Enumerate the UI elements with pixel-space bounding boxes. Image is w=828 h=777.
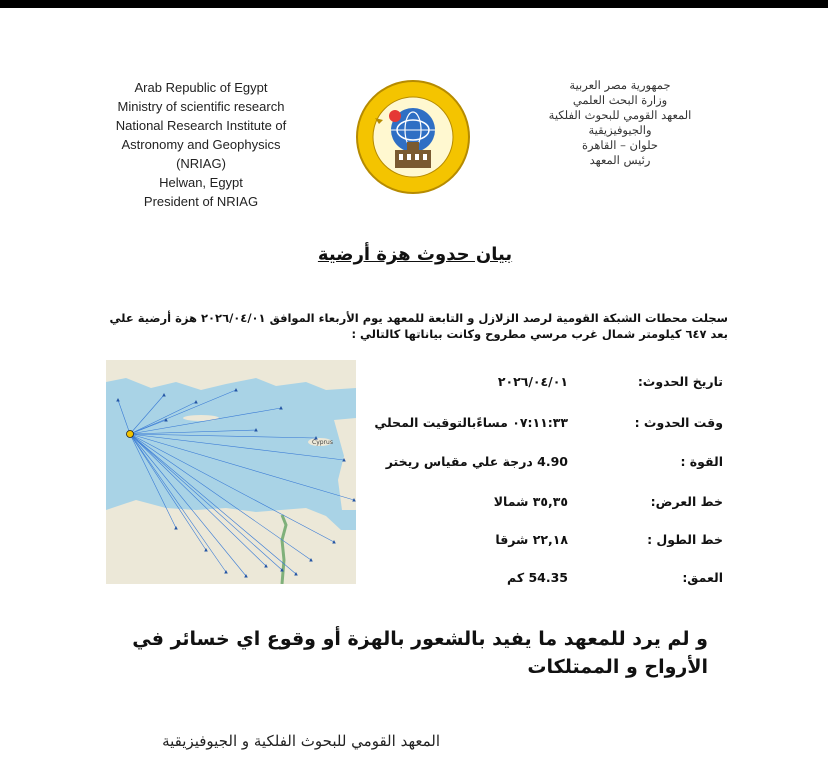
detail-value: ٢٠٢٦/٠٤/٠١: [497, 374, 568, 389]
detail-label: وقت الحدوث :: [634, 415, 723, 430]
english-letterhead: [96, 78, 306, 211]
intro-line-2: بعد ٦٤٧ كيلومتر شمال غرب مرسي مطروح وكانت بياناتها كالتالي :: [351, 327, 728, 341]
detail-label: خط العرض:: [650, 494, 723, 509]
intro-paragraph: [88, 310, 728, 342]
ministry-en: Ministry of scientific research: [117, 99, 285, 114]
country-ar: جمهورية مصر العربية: [569, 78, 671, 92]
institute-en-1: National Research Institute of: [115, 118, 287, 133]
location-en: Helwan, Egypt: [159, 175, 243, 190]
detail-label: تاريخ الحدوث:: [637, 374, 723, 389]
ministry-ar: وزارة البحث العلمي: [572, 93, 668, 107]
epicenter-map: [106, 360, 356, 584]
president-en: President of NRIAG: [143, 194, 259, 209]
nriag-logo: [355, 78, 471, 196]
country-en: Arab Republic of Egypt: [134, 80, 268, 95]
institute-signature: المعهد القومي للبحوث الفلكية و الجيوفيزيقية: [162, 732, 440, 750]
president-ar: رئيس المعهد: [589, 153, 651, 167]
detail-value: ٣٥,٣٥ شمالا: [493, 494, 568, 509]
location-ar: حلوان – القاهرة: [581, 138, 658, 152]
document-title: بيان حدوث هزة أرضية: [317, 244, 513, 265]
institute-ar-2: والجيوفيزيقية: [588, 123, 652, 137]
map-crete: [183, 415, 219, 421]
detail-value: ٢٢,١٨ شرقا: [495, 532, 568, 547]
institute-en-2: Astronomy and Geophysics: [121, 137, 281, 152]
detail-value: 54.35 كم: [507, 570, 568, 585]
detail-value: 4.90 درجة علي مقياس ريختر: [385, 454, 568, 469]
institute-ar-1: المعهد القومي للبحوث الفلكية: [548, 108, 692, 122]
map-label-cyprus: Cyprus: [312, 439, 333, 446]
detail-label: العمق:: [682, 570, 723, 585]
document-page: [0, 8, 828, 777]
damage-statement: و لم يرد للمعهد ما يفيد بالشعور بالهزة أو وقوع اي خسائر في الأرواح و الممتلكات: [132, 628, 708, 678]
epicenter-marker: [127, 431, 134, 438]
detail-value: ٠٧:١١:٣٣ مساءًبالتوقيت المحلي: [374, 415, 568, 430]
intro-line-1: سجلت محطات الشبكة القومية لرصد الزلازل و التابعة للمعهد يوم الأربعاء الموافق ٢٠٢٦/٠٤/٠١ هزة أرضية علي: [109, 311, 728, 325]
detail-label: خط الطول :: [647, 532, 723, 547]
detail-label: القوة :: [680, 454, 723, 469]
arabic-letterhead: [520, 78, 720, 168]
institute-abbr: (NRIAG): [176, 156, 226, 171]
